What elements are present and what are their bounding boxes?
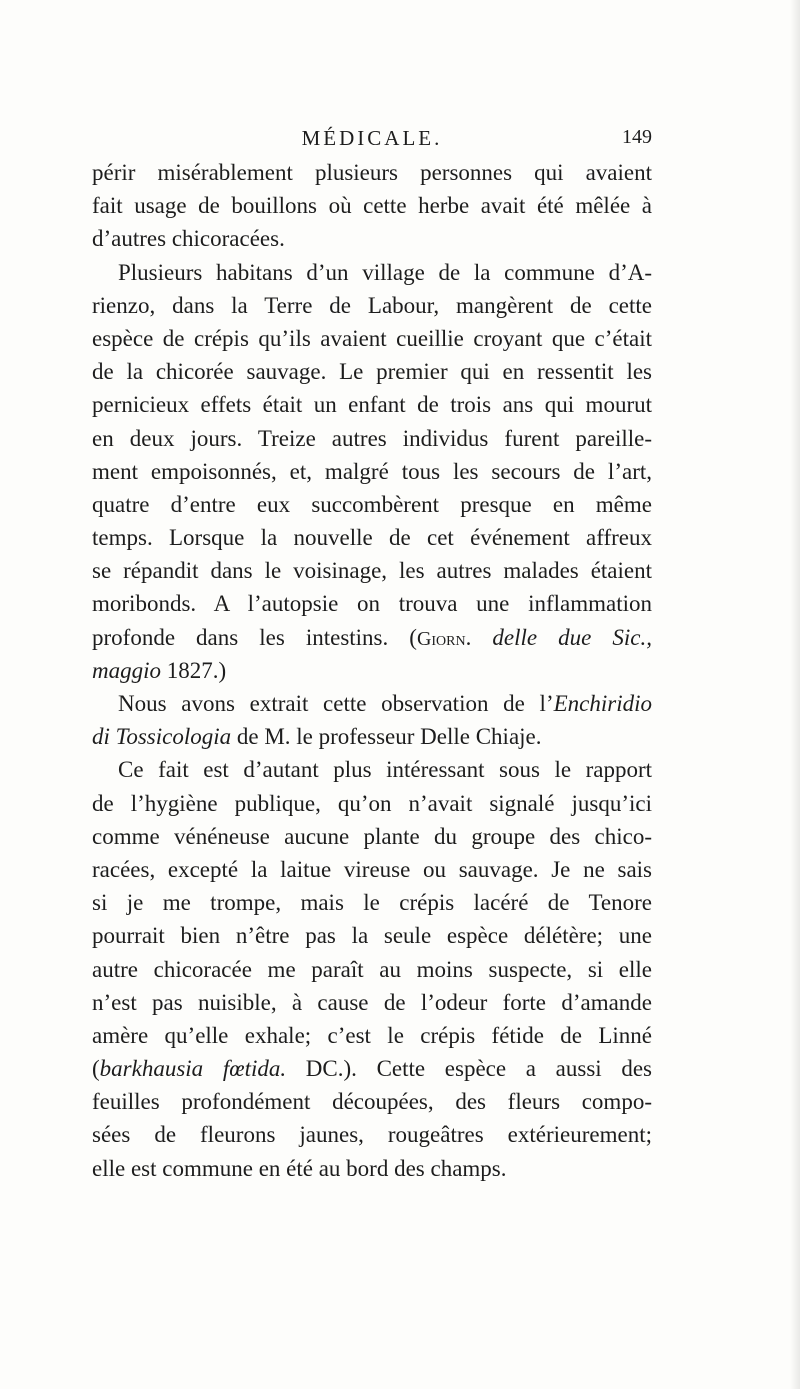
text-line: [92, 953, 652, 986]
text-line: [92, 488, 652, 521]
text-line: [92, 422, 652, 455]
text-line: [92, 289, 652, 322]
text-segment: autre chicoracée me paraît au moins suspecte, si elle: [92, 956, 652, 982]
text-segment: se répandit dans le voisinage, les autres malades étaient: [92, 558, 652, 584]
text-line: [92, 189, 652, 222]
text-segment: Plusieurs habitans d’un village de la commune d’A-: [118, 259, 652, 285]
text-segment: périr misérablement plusieurs personnes qui avaient: [92, 160, 652, 185]
text-line: [92, 388, 652, 421]
text-segment: en deux jours. Treize autres individus furent pareille-: [92, 425, 652, 451]
text-segment: espèce de crépis qu’ils avaient cueillie croyant que c’était: [92, 325, 652, 351]
text-segment: Ce fait est d’autant plus intéressant sous le rapport: [118, 757, 652, 783]
text-line: [92, 787, 652, 820]
italic-text: di Tossicologia: [92, 724, 232, 750]
text-segment: 1827.): [161, 657, 227, 683]
text-segment: ment empoisonnés, et, malgré tous les secours de l’art,: [92, 458, 652, 484]
small-caps-text: Giorn: [416, 627, 466, 650]
body-text: [92, 156, 652, 1185]
text-segment: Nous avons extrait cette observation de l’: [118, 691, 554, 716]
text-segment: de la chicorée sauvage. Le premier qui en ressentit les: [92, 359, 652, 385]
text-line: [92, 687, 652, 720]
italic-text: Enchiridio: [553, 691, 652, 716]
text-line: [92, 886, 652, 919]
page-edge-shadow: [790, 0, 800, 1389]
text-segment: (: [92, 1056, 100, 1082]
text-segment: DC.). Cette espèce a aussi des: [286, 1056, 652, 1082]
text-line: [92, 455, 652, 488]
text-line: [92, 256, 652, 289]
text-line: [92, 820, 652, 853]
text-segment: de l’hygiène publique, qu’on n’avait signalé jusqu’ici: [92, 790, 652, 816]
text-segment: d’autres chicoracées.: [92, 226, 285, 252]
text-line: [92, 720, 652, 753]
text-line: [92, 853, 652, 886]
text-segment: sées de fleurons jaunes, rougeâtres extérieurement;: [92, 1122, 652, 1148]
text-line: [92, 355, 652, 388]
text-segment: si je me trompe, mais le crépis lacéré de Tenore: [92, 890, 652, 916]
text-line: [92, 156, 652, 189]
text-segment: feuilles profondément découpées, des fleurs compo-: [92, 1089, 652, 1115]
page-header: [92, 126, 652, 156]
text-segment: temps. Lorsque la nouvelle de cet événement affreux: [92, 525, 652, 551]
italic-text: maggio: [92, 657, 161, 683]
italic-text: barkhausia fœtida.: [99, 1056, 287, 1082]
text-line: [92, 222, 652, 255]
text-line: [92, 521, 652, 554]
text-line: [92, 322, 652, 355]
text-line: [92, 1019, 652, 1052]
text-line: [92, 753, 652, 786]
text-line: [92, 621, 652, 654]
text-segment: pourrait bien n’être pas la seule espèce délétère; une: [92, 923, 652, 949]
text-segment: .: [465, 624, 493, 650]
text-segment: amère qu’elle exhale; c’est le crépis fétide de Linné: [92, 1022, 652, 1048]
text-segment: elle est commune en été au bord des champs.: [92, 1155, 507, 1181]
page-number: 149: [622, 126, 652, 148]
text-line: [92, 986, 652, 1019]
running-head: MÉDICALE.: [301, 126, 443, 150]
text-line: [92, 654, 652, 687]
text-segment: quatre d’entre eux succombèrent presque en même: [92, 491, 652, 517]
text-segment: comme vénéneuse aucune plante du groupe des chico-: [92, 823, 652, 849]
text-segment: profonde dans les intestins. (: [92, 624, 417, 650]
text-line: [92, 1118, 652, 1151]
text-line: [92, 919, 652, 952]
text-line: [92, 1052, 652, 1085]
text-line: [92, 554, 652, 587]
text-line: [92, 587, 652, 620]
text-segment: moribonds. A l’autopsie on trouva une inflammation: [92, 591, 652, 617]
text-segment: pernicieux effets était un enfant de trois ans qui mourut: [92, 392, 652, 418]
text-segment: fait usage de bouillons où cette herbe avait été mêlée à: [92, 193, 652, 219]
text-segment: n’est pas nuisible, à cause de l’odeur forte d’amande: [92, 989, 652, 1015]
text-segment: rienzo, dans la Terre de Labour, mangèrent de cette: [92, 292, 652, 318]
text-segment: de M. le professeur Delle Chiaje.: [231, 724, 542, 750]
text-line: [92, 1152, 652, 1185]
text-line: [92, 1085, 652, 1118]
italic-text: delle due Sic.,: [492, 624, 652, 650]
text-segment: racées, excepté la laitue vireuse ou sauvage. Je ne sais: [92, 856, 652, 882]
